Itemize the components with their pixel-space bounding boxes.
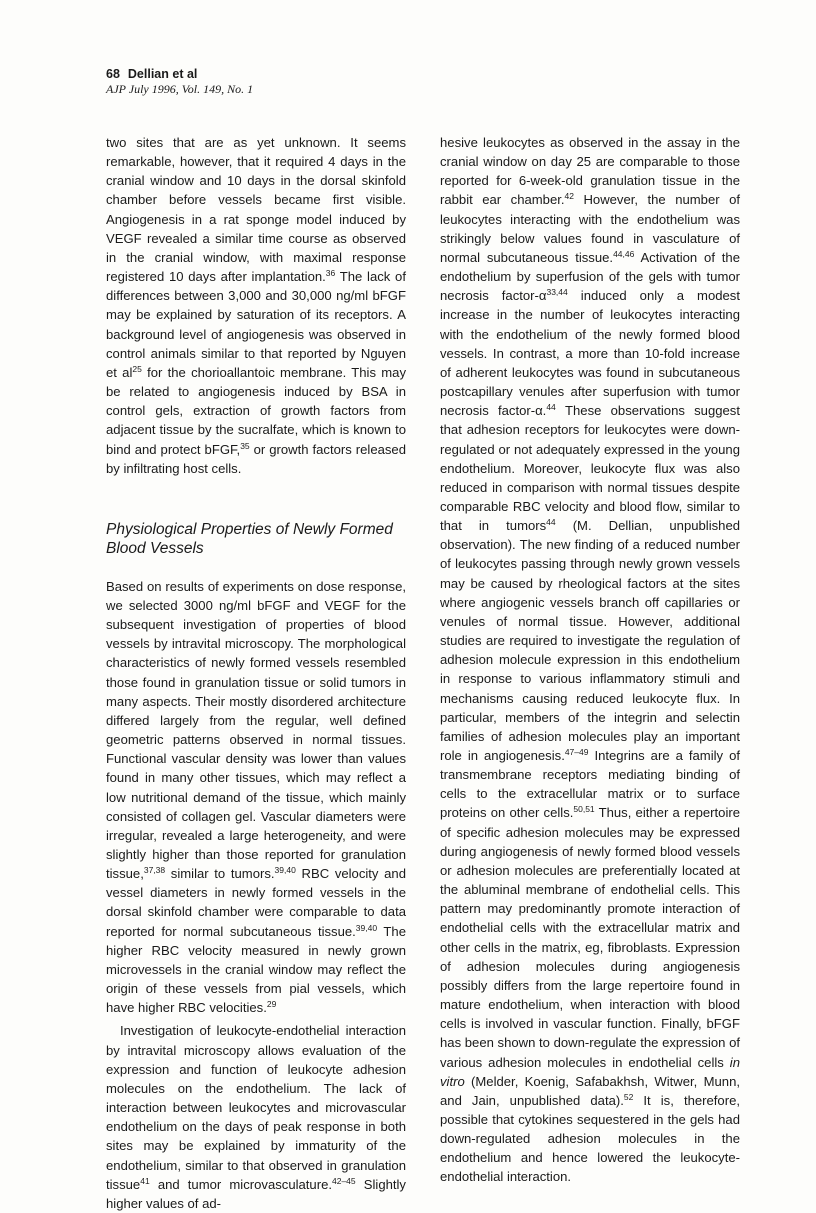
text-run: These observations suggest that adhesion receptors for leukocytes were down-regulated or not adequately expressed in the young endothelium. Moreover, leukocyte flux was also reduced in comparison with normal tissues despite comparable RBC velocity and blood flow, similar to that in tumors [440,403,740,534]
text-run: The higher RBC velocity measured in newly grown microvessels in the cranial window may reflect the origin of these vessels from pial vessels, which have higher RBC velocities. [106,923,406,1016]
citation-ref: 35 [240,440,250,451]
citation-ref: 44 [546,402,556,413]
citation-ref: 44 [546,517,556,528]
text-run: two sites that are as yet unknown. It seems remarkable, however, that it required 4 days in the cranial window and 10 days in the dorsal skinfold chamber before vessels became first visible. Angiogenesis in a rat sponge model induced by VEGF revealed a similar time course as observed in the cranial window, with maximal response registered 10 days after implantation. [106,135,406,285]
author-line: Dellian et al [127,67,198,81]
text-run: hesive leukocytes as observed in the assay in the cranial window on day 25 are comparable to those reported for 6-week-old granulation tissue in the rabbit ear chamber. [440,135,740,208]
citation-ref: 39,40 [274,865,296,876]
page-number: 68 [106,67,120,81]
citation-ref: 39,40 [355,922,378,933]
text-run: and tumor microvasculature. [149,1176,332,1192]
citation-ref: 42–45 [332,1175,356,1186]
citation-ref: 50,51 [573,804,595,815]
text-run: Thus, either a repertoire of specific adhesion molecules may be expressed during angiogenesis of newly formed blood vessels or adhesion molecules are preferentially located at the abluminal membrane of endothelial cells. This pattern may predominantly promote interaction of endothelial cells with the extracellular matrix and other cells in the matrix, eg, fibroblasts. Expression of adhesion molecules during angiogenesis possibly differs from the large repertoire found in mature endothelium, when interaction with blood cells is involved in vascular function. Finally, bFGF has been shown to down-regulate the expression of various adhesion molecules in endothelial cells [440,805,740,1070]
text-run: (M. Dellian, unpublished observation). The new finding of a reduced number of leukocytes passing through newly grown vessels may be caused by rheological factors at the sites where angiogenic vessels branch off capillaries or venules of normal tissue. However, additional studies are required to investigate the regulation of adhesion molecule expression in this endothelium in response to various inflammatory stimuli and mechanisms causing reduced leukocyte flux. In particular, members of the integrin and selectin families of adhesion molecules play an important role in angiogenesis. [440,518,741,763]
paragraph [106,133,406,478]
text-run: It is, therefore, possible that cytokines sequestered in the gels had down-regulated adhesion molecules in the endothelium and hence lowered the leukocyte-endothelial interaction. [440,1092,740,1185]
italic-term: in vitro [440,1054,740,1089]
text-run: induced only a modest increase in the number of leukocytes interacting with the endothelium of the newly formed blood vessels. In contrast, a more than 10-fold increase of adherent leukocytes was found in subcutaneous postcapillary venules after superfusion with tumor necrosis factor-α. [440,288,740,419]
text-run: Activation of the endothelium by superfusion of the gels with tumor necrosis factor-α [440,249,740,304]
text-run: However, the number of leukocytes interacting with the endothelium was strikingly below values found in vasculature of normal subcutaneous tissue. [440,192,740,265]
text-run: Slightly higher values of ad- [106,1176,406,1211]
text-run: or growth factors released by infiltrating host cells. [106,441,406,476]
section-heading: Physiological Properties of Newly Formed Blood Vessels [106,520,393,557]
text-run: Investigation of leukocyte-endothelial interaction by intravital microscopy allows evaluation of the expression and function of leukocyte adhesion molecules on the endothelium. The lack of interaction between leukocytes and microvascular endothelium on the days of peak response in both sites may be explained by immaturity of the endothelium, similar to that observed in granulation tissue [106,1023,406,1192]
text-run: similar to tumors. [165,866,275,882]
paragraph [106,1021,406,1213]
citation-ref: 41 [140,1175,150,1186]
text-run: The lack of differences between 3,000 and 30,000 ng/ml bFGF may be explained by saturation of its receptors. A background level of angiogenesis was observed in control animals similar to that reported by Nguyen et al [106,269,406,380]
citation-ref: 44,46 [613,248,635,259]
citation-ref: 36 [325,268,336,279]
text-run: Based on results of experiments on dose response, we selected 3000 ng/ml bFGF and VEGF for the subsequent investigation of properties of blood vessels by intravital microscopy. The morphological characteristics of newly formed vessels resembled those found in granulation tissue or solid tumors in many aspects. Their mostly disordered architecture differed largely from the regular, well defined geometric patterns observed in normal tissues. Functional vascular density was lower than values found in many other tissues, which may reflect a low nutritional demand of the tissue, which mainly consisted of collagen gel. Vascular diameters were irregular, revealed a large heterogeneity, and were slightly higher than those reported for granulation tissue, [106,578,406,882]
text-run: (Melder, Koenig, Safabakhsh, Witwer, Munn, and Jain, unpublished data). [440,1073,740,1108]
citation-ref: 33,44 [546,287,568,298]
text-run: for the chorioallantoic membrane. This may be related to angiogenesis induced by BSA in control gels, extraction of growth factors from adjacent tissue by the sucralfate, which is known to bind and protect bFGF, [106,364,406,457]
citation-ref: 52 [623,1091,634,1102]
text-run: Integrins are a family of transmembrane receptors mediating binding of cells to the extracellular matrix or to surface proteins on other cells. [440,748,740,821]
paragraph [440,133,740,1187]
text-run: RBC velocity and vessel diameters in newly formed vessels in the dorsal skinfold chamber were comparable to data reported for normal subcutaneous tissue. [106,866,406,939]
running-header [106,67,253,97]
citation-ref: 29 [266,999,277,1010]
paragraph [106,577,406,1018]
citation-ref: 47–49 [564,747,589,757]
citation-ref: 42 [564,191,574,202]
citation-ref: 37,38 [143,865,166,876]
right-column [440,133,740,1187]
left-column [106,133,406,1213]
citation-ref: 25 [132,363,142,374]
journal-citation: AJP July 1996, Vol. 149, No. 1 [106,82,254,96]
